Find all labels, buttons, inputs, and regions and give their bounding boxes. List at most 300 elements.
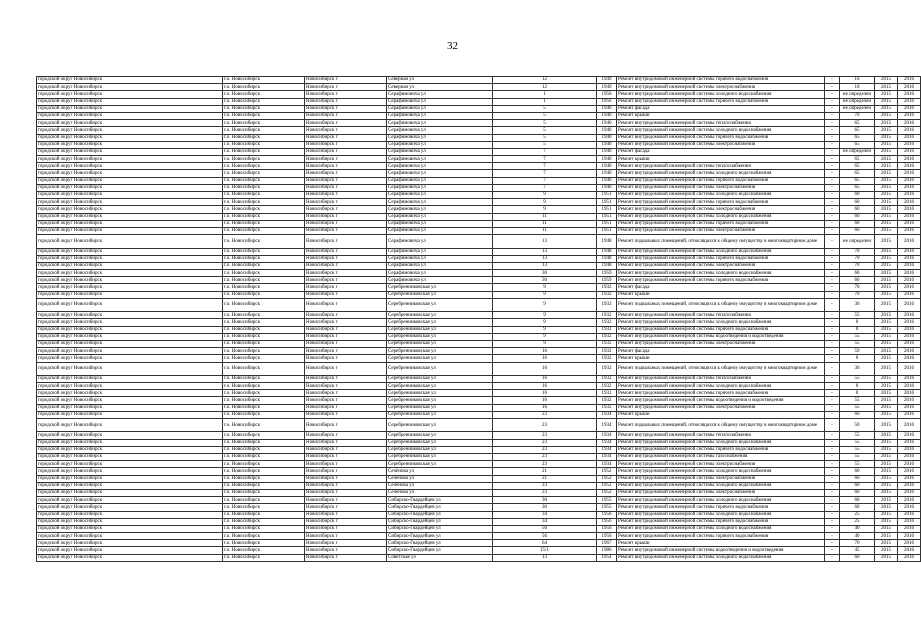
build-year-cell: 1940 <box>597 141 617 148</box>
settlement-cell: Новосибирск г <box>305 411 387 418</box>
wear-percent-cell: 60 <box>840 411 875 418</box>
settlement-cell: Новосибирск г <box>305 112 387 119</box>
start-year-cell: 2015 <box>875 255 898 262</box>
house-number-cell: 21 <box>493 475 597 482</box>
table-row <box>37 411 921 418</box>
street-cell: Серебренниковская ул <box>387 411 493 418</box>
municipality-cell: городской округ Новосибирск <box>37 220 223 227</box>
municipality-cell: городской округ Новосибирск <box>37 383 223 390</box>
municipality-cell: городской округ Новосибирск <box>37 511 223 518</box>
start-year-cell: 2015 <box>875 333 898 340</box>
street-cell: Серафимовича ул <box>387 163 493 170</box>
dash-cell: - <box>825 326 840 333</box>
wear-percent-cell: 60 <box>840 192 875 199</box>
build-year-cell: 1932 <box>597 312 617 319</box>
build-year-cell: 1956 <box>597 533 617 540</box>
start-year-cell: 2015 <box>875 227 898 234</box>
settlement-cell: Новосибирск г <box>305 504 387 511</box>
table-row <box>37 390 921 397</box>
house-number-cell: 13 <box>493 554 597 561</box>
urban-district-cell: г.о. Новосибирск <box>223 77 305 84</box>
dash-cell: - <box>825 127 840 134</box>
dash-cell: - <box>825 134 840 141</box>
settlement-cell: Новосибирск г <box>305 105 387 112</box>
urban-district-cell: г.о. Новосибирск <box>223 177 305 184</box>
municipality-cell: городской округ Новосибирск <box>37 77 223 84</box>
work-type-cell: Ремонт внутридомовой инженерной системы холодного водоснабжения <box>617 192 825 199</box>
municipality-cell: городской округ Новосибирск <box>37 540 223 547</box>
build-year-cell: 1932 <box>597 375 617 382</box>
wear-percent-cell: 55 <box>840 397 875 404</box>
dash-cell: - <box>825 112 840 119</box>
work-type-cell: Ремонт внутридомовой инженерной системы горячего водоснабжения <box>617 390 825 397</box>
street-cell: Сечёнова ул <box>387 475 493 482</box>
start-year-cell: 2015 <box>875 192 898 199</box>
work-type-cell: Ремонт внутридомовой инженерной системы горячего водоснабжения <box>617 255 825 262</box>
work-type-cell: Ремонт внутридомовой инженерной системы холодного водоснабжения <box>617 482 825 489</box>
start-year-cell: 2015 <box>875 127 898 134</box>
work-type-cell: Ремонт внутридомовой инженерной системы холодного водоснабжения <box>617 170 825 177</box>
wear-percent-cell: 60 <box>840 227 875 234</box>
municipality-cell: городской округ Новосибирск <box>37 419 223 432</box>
urban-district-cell: г.о. Новосибирск <box>223 170 305 177</box>
municipality-cell: городской округ Новосибирск <box>37 163 223 170</box>
wear-percent-cell: 60 <box>840 497 875 504</box>
street-cell: Сибирско-Гвардейцев ул <box>387 504 493 511</box>
settlement-cell: Новосибирск г <box>305 326 387 333</box>
house-number-cell: 7 <box>493 163 597 170</box>
build-year-cell: 1940 <box>597 148 617 155</box>
end-year-cell: 2016 <box>898 554 921 561</box>
dash-cell: - <box>825 446 840 453</box>
settlement-cell: Новосибирск г <box>305 468 387 475</box>
urban-district-cell: г.о. Новосибирск <box>223 163 305 170</box>
dash-cell: - <box>825 411 840 418</box>
settlement-cell: Новосибирск г <box>305 262 387 269</box>
municipality-cell: городской округ Новосибирск <box>37 489 223 496</box>
work-type-cell: Ремонт внутридомовой инженерной системы электроснабжения <box>617 141 825 148</box>
end-year-cell: 2016 <box>898 141 921 148</box>
end-year-cell: 2016 <box>898 213 921 220</box>
dash-cell: - <box>825 461 840 468</box>
settlement-cell: Новосибирск г <box>305 127 387 134</box>
dash-cell: - <box>825 475 840 482</box>
municipality-cell: городской округ Новосибирск <box>37 547 223 554</box>
wear-percent-cell: 70 <box>840 248 875 255</box>
start-year-cell: 2015 <box>875 348 898 355</box>
street-cell: Серебренниковская ул <box>387 312 493 319</box>
table-row <box>37 333 921 340</box>
street-cell: Сечёнова ул <box>387 468 493 475</box>
work-type-cell: Ремонт внутридомовой инженерной системы горячего водоснабжения <box>617 220 825 227</box>
build-year-cell: 1932 <box>597 298 617 311</box>
municipality-cell: городской округ Новосибирск <box>37 333 223 340</box>
table-row <box>37 120 921 127</box>
municipality-cell: городской округ Новосибирск <box>37 497 223 504</box>
street-cell: Серафимовича ул <box>387 235 493 248</box>
work-type-cell: Ремонт фасада <box>617 284 825 291</box>
house-number-cell: 56 <box>493 533 597 540</box>
table-row <box>37 468 921 475</box>
start-year-cell: 2015 <box>875 497 898 504</box>
table-row <box>37 355 921 362</box>
build-year-cell: 1948 <box>597 262 617 269</box>
house-number-cell: 21 <box>493 468 597 475</box>
table-row <box>37 298 921 311</box>
build-year-cell: 1940 <box>597 105 617 112</box>
wear-percent-cell: 70 <box>840 540 875 547</box>
build-year-cell: 1986 <box>597 547 617 554</box>
end-year-cell: 2016 <box>898 383 921 390</box>
start-year-cell: 2015 <box>875 206 898 213</box>
end-year-cell: 2016 <box>898 163 921 170</box>
house-number-cell: 23 <box>493 419 597 432</box>
wear-percent-cell: не определен <box>840 105 875 112</box>
wear-percent-cell: не определен <box>840 98 875 105</box>
settlement-cell: Новосибирск г <box>305 120 387 127</box>
street-cell: Серафимовича ул <box>387 248 493 255</box>
urban-district-cell: г.о. Новосибирск <box>223 326 305 333</box>
municipality-cell: городской округ Новосибирск <box>37 98 223 105</box>
settlement-cell: Новосибирск г <box>305 475 387 482</box>
table-row <box>37 105 921 112</box>
work-type-cell: Ремонт подвальных помещений, относящихся к общему имуществу в многоквартирном доме <box>617 235 825 248</box>
urban-district-cell: г.о. Новосибирск <box>223 518 305 525</box>
settlement-cell: Новосибирск г <box>305 461 387 468</box>
end-year-cell: 2016 <box>898 227 921 234</box>
house-number-cell: 16 <box>493 383 597 390</box>
settlement-cell: Новосибирск г <box>305 404 387 411</box>
build-year-cell: 1932 <box>597 355 617 362</box>
build-year-cell: 1932 <box>597 362 617 375</box>
street-cell: Серебренниковская ул <box>387 461 493 468</box>
work-type-cell: Ремонт крыши <box>617 355 825 362</box>
settlement-cell: Новосибирск г <box>305 170 387 177</box>
settlement-cell: Новосибирск г <box>305 148 387 155</box>
end-year-cell: 2016 <box>898 177 921 184</box>
municipality-cell: городской округ Новосибирск <box>37 177 223 184</box>
municipality-cell: городской округ Новосибирск <box>37 91 223 98</box>
urban-district-cell: г.о. Новосибирск <box>223 141 305 148</box>
start-year-cell: 2015 <box>875 454 898 461</box>
urban-district-cell: г.о. Новосибирск <box>223 255 305 262</box>
table-row <box>37 255 921 262</box>
table-row <box>37 141 921 148</box>
wear-percent-cell: 55 <box>840 375 875 382</box>
build-year-cell: 1940 <box>597 177 617 184</box>
work-type-cell: Ремонт внутридомовой инженерной системы теплоснабжения <box>617 312 825 319</box>
house-number-cell: 16 <box>493 362 597 375</box>
settlement-cell: Новосибирск г <box>305 511 387 518</box>
end-year-cell: 2016 <box>898 255 921 262</box>
street-cell: Серафимовича ул <box>387 184 493 191</box>
start-year-cell: 2015 <box>875 482 898 489</box>
house-number-cell: 12 <box>493 77 597 84</box>
settlement-cell: Новосибирск г <box>305 383 387 390</box>
settlement-cell: Новосибирск г <box>305 397 387 404</box>
house-number-cell: 9 <box>493 291 597 298</box>
settlement-cell: Новосибирск г <box>305 156 387 163</box>
street-cell: Серафимовича ул <box>387 141 493 148</box>
build-year-cell: 1940 <box>597 112 617 119</box>
work-type-cell: Ремонт внутридомовой инженерной системы водоотведения и водоотведения <box>617 397 825 404</box>
house-number-cell: 7 <box>493 148 597 155</box>
settlement-cell: Новосибирск г <box>305 439 387 446</box>
dash-cell: - <box>825 270 840 277</box>
street-cell: Серафимовича ул <box>387 91 493 98</box>
street-cell: Серебренниковская ул <box>387 362 493 375</box>
work-type-cell: Ремонт внутридомовой инженерной системы водоотведения и водоотведения <box>617 333 825 340</box>
build-year-cell: 1951 <box>597 206 617 213</box>
settlement-cell: Новосибирск г <box>305 206 387 213</box>
settlement-cell: Новосибирск г <box>305 192 387 199</box>
dash-cell: - <box>825 504 840 511</box>
urban-district-cell: г.о. Новосибирск <box>223 533 305 540</box>
table-row <box>37 419 921 432</box>
municipality-cell: городской округ Новосибирск <box>37 127 223 134</box>
work-type-cell: Ремонт внутридомовой инженерной системы теплоснабжения <box>617 375 825 382</box>
build-year-cell: 1940 <box>597 127 617 134</box>
settlement-cell: Новосибирск г <box>305 554 387 561</box>
wear-percent-cell: 60 <box>840 199 875 206</box>
dash-cell: - <box>825 77 840 84</box>
start-year-cell: 2015 <box>875 355 898 362</box>
municipality-cell: городской округ Новосибирск <box>37 340 223 347</box>
start-year-cell: 2015 <box>875 489 898 496</box>
wear-percent-cell: не определен <box>840 235 875 248</box>
municipality-cell: городской округ Новосибирск <box>37 277 223 284</box>
settlement-cell: Новосибирск г <box>305 497 387 504</box>
dash-cell: - <box>825 312 840 319</box>
build-year-cell: 1932 <box>597 284 617 291</box>
build-year-cell: 1932 <box>597 397 617 404</box>
table-row <box>37 156 921 163</box>
build-year-cell: 1940 <box>597 156 617 163</box>
table-row <box>37 148 921 155</box>
end-year-cell: 2016 <box>898 362 921 375</box>
wear-percent-cell: 36 <box>840 362 875 375</box>
start-year-cell: 2015 <box>875 439 898 446</box>
municipality-cell: городской округ Новосибирск <box>37 262 223 269</box>
start-year-cell: 2015 <box>875 199 898 206</box>
municipality-cell: городской округ Новосибирск <box>37 206 223 213</box>
build-year-cell: 1934 <box>597 439 617 446</box>
municipality-cell: городской округ Новосибирск <box>37 348 223 355</box>
house-number-cell: 23 <box>493 454 597 461</box>
street-cell: Серафимовича ул <box>387 177 493 184</box>
table-row <box>37 511 921 518</box>
urban-district-cell: г.о. Новосибирск <box>223 134 305 141</box>
street-cell: Серафимовича ул <box>387 156 493 163</box>
urban-district-cell: г.о. Новосибирск <box>223 454 305 461</box>
table-row <box>37 220 921 227</box>
urban-district-cell: г.о. Новосибирск <box>223 504 305 511</box>
end-year-cell: 2016 <box>898 220 921 227</box>
work-type-cell: Ремонт фасада <box>617 105 825 112</box>
settlement-cell: Новосибирск г <box>305 163 387 170</box>
work-type-cell: Ремонт внутридомовой инженерной системы электроснабжения <box>617 84 825 91</box>
build-year-cell: 1954 <box>597 554 617 561</box>
wear-percent-cell: 60 <box>840 213 875 220</box>
urban-district-cell: г.о. Новосибирск <box>223 312 305 319</box>
municipality-cell: городской округ Новосибирск <box>37 446 223 453</box>
street-cell: Серебренниковская ул <box>387 319 493 326</box>
end-year-cell: 2016 <box>898 404 921 411</box>
start-year-cell: 2015 <box>875 184 898 191</box>
dash-cell: - <box>825 177 840 184</box>
work-type-cell: Ремонт внутридомовой инженерной системы газоснабжения <box>617 454 825 461</box>
street-cell: Серебренниковская ул <box>387 340 493 347</box>
end-year-cell: 2016 <box>898 184 921 191</box>
end-year-cell: 2016 <box>898 319 921 326</box>
table-row <box>37 497 921 504</box>
settlement-cell: Новосибирск г <box>305 184 387 191</box>
house-number-cell: 9 <box>493 199 597 206</box>
start-year-cell: 2015 <box>875 540 898 547</box>
house-number-cell: 7 <box>493 177 597 184</box>
build-year-cell: 1934 <box>597 411 617 418</box>
page-number: 32 <box>447 40 458 52</box>
municipality-cell: городской округ Новосибирск <box>37 461 223 468</box>
build-year-cell: 1932 <box>597 333 617 340</box>
table-row <box>37 206 921 213</box>
start-year-cell: 2015 <box>875 277 898 284</box>
urban-district-cell: г.о. Новосибирск <box>223 404 305 411</box>
end-year-cell: 2016 <box>898 248 921 255</box>
work-type-cell: Ремонт внутридомовой инженерной системы холодного водоснабжения <box>617 525 825 532</box>
municipality-cell: городской округ Новосибирск <box>37 298 223 311</box>
dash-cell: - <box>825 362 840 375</box>
settlement-cell: Новосибирск г <box>305 199 387 206</box>
start-year-cell: 2015 <box>875 298 898 311</box>
work-type-cell: Ремонт внутридомовой инженерной системы холодного водоснабжения <box>617 127 825 134</box>
dash-cell: - <box>825 284 840 291</box>
table-row <box>37 270 921 277</box>
settlement-cell: Новосибирск г <box>305 533 387 540</box>
end-year-cell: 2016 <box>898 419 921 432</box>
table-row <box>37 383 921 390</box>
dash-cell: - <box>825 404 840 411</box>
start-year-cell: 2015 <box>875 446 898 453</box>
build-year-cell: 1934 <box>597 461 617 468</box>
house-number-cell: 5 <box>493 134 597 141</box>
street-cell: Северная ул <box>387 77 493 84</box>
urban-district-cell: г.о. Новосибирск <box>223 540 305 547</box>
table-row <box>37 404 921 411</box>
start-year-cell: 2015 <box>875 554 898 561</box>
wear-percent-cell: 0 <box>840 383 875 390</box>
urban-district-cell: г.о. Новосибирск <box>223 156 305 163</box>
work-type-cell: Ремонт внутридомовой инженерной системы водоотведения и водоотведения <box>617 547 825 554</box>
dash-cell: - <box>825 120 840 127</box>
dash-cell: - <box>825 397 840 404</box>
build-year-cell: 1932 <box>597 340 617 347</box>
house-number-cell: 7 <box>493 156 597 163</box>
house-number-cell: 13 <box>493 255 597 262</box>
settlement-cell: Новосибирск г <box>305 213 387 220</box>
dash-cell: - <box>825 163 840 170</box>
dash-cell: - <box>825 383 840 390</box>
end-year-cell: 2016 <box>898 489 921 496</box>
settlement-cell: Новосибирск г <box>305 446 387 453</box>
settlement-cell: Новосибирск г <box>305 248 387 255</box>
start-year-cell: 2015 <box>875 141 898 148</box>
start-year-cell: 2015 <box>875 419 898 432</box>
wear-percent-cell: 70 <box>840 255 875 262</box>
street-cell: Серебренниковская ул <box>387 375 493 382</box>
street-cell: Серебренниковская ул <box>387 326 493 333</box>
build-year-cell: 1934 <box>597 454 617 461</box>
table-row <box>37 199 921 206</box>
settlement-cell: Новосибирск г <box>305 333 387 340</box>
table-row <box>37 375 921 382</box>
end-year-cell: 2016 <box>898 525 921 532</box>
house-number-cell: 9 <box>493 192 597 199</box>
dash-cell: - <box>825 91 840 98</box>
urban-district-cell: г.о. Новосибирск <box>223 411 305 418</box>
street-cell: Сибирско-Гвардейцев ул <box>387 511 493 518</box>
start-year-cell: 2015 <box>875 248 898 255</box>
work-type-cell: Ремонт внутридомовой инженерной системы горячего водоснабжения <box>617 134 825 141</box>
start-year-cell: 2015 <box>875 177 898 184</box>
settlement-cell: Новосибирск г <box>305 355 387 362</box>
wear-percent-cell: 40 <box>840 533 875 540</box>
end-year-cell: 2016 <box>898 504 921 511</box>
table-row <box>37 482 921 489</box>
start-year-cell: 2015 <box>875 326 898 333</box>
municipality-cell: городской округ Новосибирск <box>37 404 223 411</box>
wear-percent-cell: 0 <box>840 319 875 326</box>
build-year-cell: 1949 <box>597 77 617 84</box>
municipality-cell: городской округ Новосибирск <box>37 475 223 482</box>
dash-cell: - <box>825 248 840 255</box>
table-row <box>37 291 921 298</box>
work-type-cell: Ремонт подвальных помещений, относящихся к общему имуществу в многоквартирном доме <box>617 298 825 311</box>
table-row <box>37 326 921 333</box>
end-year-cell: 2016 <box>898 411 921 418</box>
street-cell: Серебренниковская ул <box>387 404 493 411</box>
work-type-cell: Ремонт внутридомовой инженерной системы горячего водоснабжения <box>617 326 825 333</box>
wear-percent-cell: 65 <box>840 170 875 177</box>
municipality-cell: городской округ Новосибирск <box>37 319 223 326</box>
wear-percent-cell: 55 <box>840 461 875 468</box>
municipality-cell: городской округ Новосибирск <box>37 375 223 382</box>
work-type-cell: Ремонт внутридомовой инженерной системы холодного водоснабжения <box>617 213 825 220</box>
end-year-cell: 2016 <box>898 192 921 199</box>
wear-percent-cell: 0 <box>840 326 875 333</box>
table-row <box>37 77 921 84</box>
start-year-cell: 2015 <box>875 340 898 347</box>
dash-cell: - <box>825 540 840 547</box>
house-number-cell: 13 <box>493 262 597 269</box>
end-year-cell: 2016 <box>898 497 921 504</box>
street-cell: Серафимовича ул <box>387 105 493 112</box>
build-year-cell: 1956 <box>597 525 617 532</box>
urban-district-cell: г.о. Новосибирск <box>223 112 305 119</box>
house-number-cell: 34 <box>493 518 597 525</box>
work-type-cell: Ремонт внутридомовой инженерной системы электроснабжения <box>617 475 825 482</box>
street-cell: Серафимовича ул <box>387 227 493 234</box>
street-cell: Серафимовича ул <box>387 170 493 177</box>
work-type-cell: Ремонт внутридомовой инженерной системы электроснабжения <box>617 206 825 213</box>
start-year-cell: 2015 <box>875 262 898 269</box>
municipality-cell: городской округ Новосибирск <box>37 411 223 418</box>
dash-cell: - <box>825 432 840 439</box>
settlement-cell: Новосибирск г <box>305 518 387 525</box>
work-type-cell: Ремонт фасада <box>617 148 825 155</box>
urban-district-cell: г.о. Новосибирск <box>223 419 305 432</box>
dash-cell: - <box>825 547 840 554</box>
